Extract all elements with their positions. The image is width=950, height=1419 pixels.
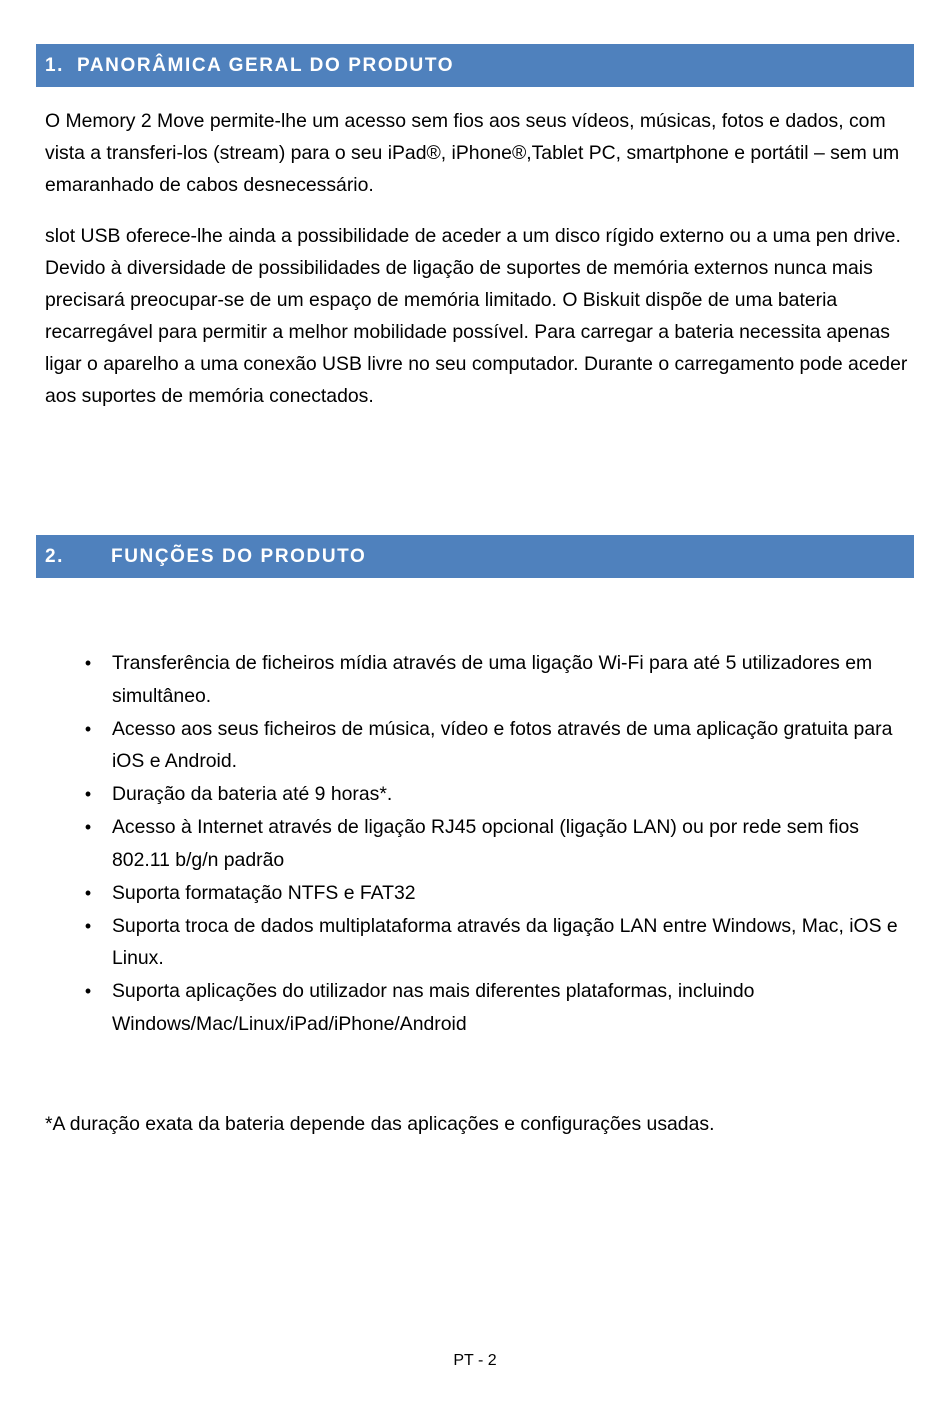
section-1-number: 1. [45, 55, 65, 76]
feature-text: Transferência de ficheiros mídia através de uma ligação Wi-Fi para até 5 utilizadores em simultâneo. [112, 652, 873, 707]
feature-item [0, 910, 950, 975]
bullet-icon: • [84, 718, 92, 739]
bullet-icon: • [84, 784, 92, 805]
feature-text: Acesso à Internet através de ligação RJ45 opcional (ligação LAN) ou por rede sem fios 802.11 b/g/n padrão [112, 816, 859, 871]
page-number: PT - 2 [453, 1352, 497, 1369]
section-2-number: 2. [45, 546, 65, 567]
feature-item [0, 877, 950, 910]
feature-item [0, 811, 950, 876]
section-2-title: FUNÇÕES DO PRODUTO [111, 546, 367, 567]
feature-list [0, 647, 950, 1041]
feature-text: Suporta troca de dados multiplataforma através da ligação LAN entre Windows, Mac, iOS e Linux. [112, 914, 898, 970]
section-2-header [36, 535, 914, 578]
bullet-icon: • [84, 882, 92, 903]
feature-text: Suporta aplicações do utilizador nas mais diferentes plataformas, incluindo Windows/Mac/Linux/iPad/iPhone/Android [112, 980, 755, 1035]
feature-item [0, 778, 950, 811]
section-1-title: PANORÂMICA GERAL DO PRODUTO [77, 55, 455, 76]
bullet-icon: • [84, 915, 92, 936]
bullet-icon: • [84, 981, 92, 1002]
feature-text: Acesso aos seus ficheiros de música, vídeo e fotos através de uma aplicação gratuita para iOS e Android. [112, 717, 893, 773]
feature-item [0, 647, 950, 712]
section-1-header [36, 44, 914, 87]
overview-paragraph-2: slot USB oferece-lhe ainda a possibilidade de aceder a um disco rígido externo ou a uma pen drive. Devido à diversidade de possibilidades de ligação de suportes de memória externos nunca mais precisará preocupar-se de um espaço de memória limitado. O Biskuit dispõe de uma bateria recarregável para permitir a melhor mobilidade possível. Para carregar a bateria necessita apenas ligar o aparelho a uma conexão USB livre no seu computador. Durante o carregamento pode aceder aos suportes de memória conectados. [45, 225, 908, 407]
feature-item [0, 975, 950, 1040]
battery-footnote: *A duração exata da bateria depende das aplicações e configurações usadas. [45, 1113, 715, 1135]
feature-text: Duração da bateria até 9 horas*. [112, 783, 393, 806]
bullet-icon: • [84, 653, 92, 673]
overview-paragraph-1: O Memory 2 Move permite-lhe um acesso sem fios aos seus vídeos, músicas, fotos e dados, com vista a transferi-los (stream) para o seu iPad®, iPhone®,Tablet PC, smartphone e portátil – sem um emaranhado de cabos desnecessário. [45, 110, 900, 196]
feature-text: Suporta formatação NTFS e FAT32 [112, 881, 416, 904]
bullet-icon: • [84, 817, 92, 838]
feature-item [0, 713, 950, 778]
